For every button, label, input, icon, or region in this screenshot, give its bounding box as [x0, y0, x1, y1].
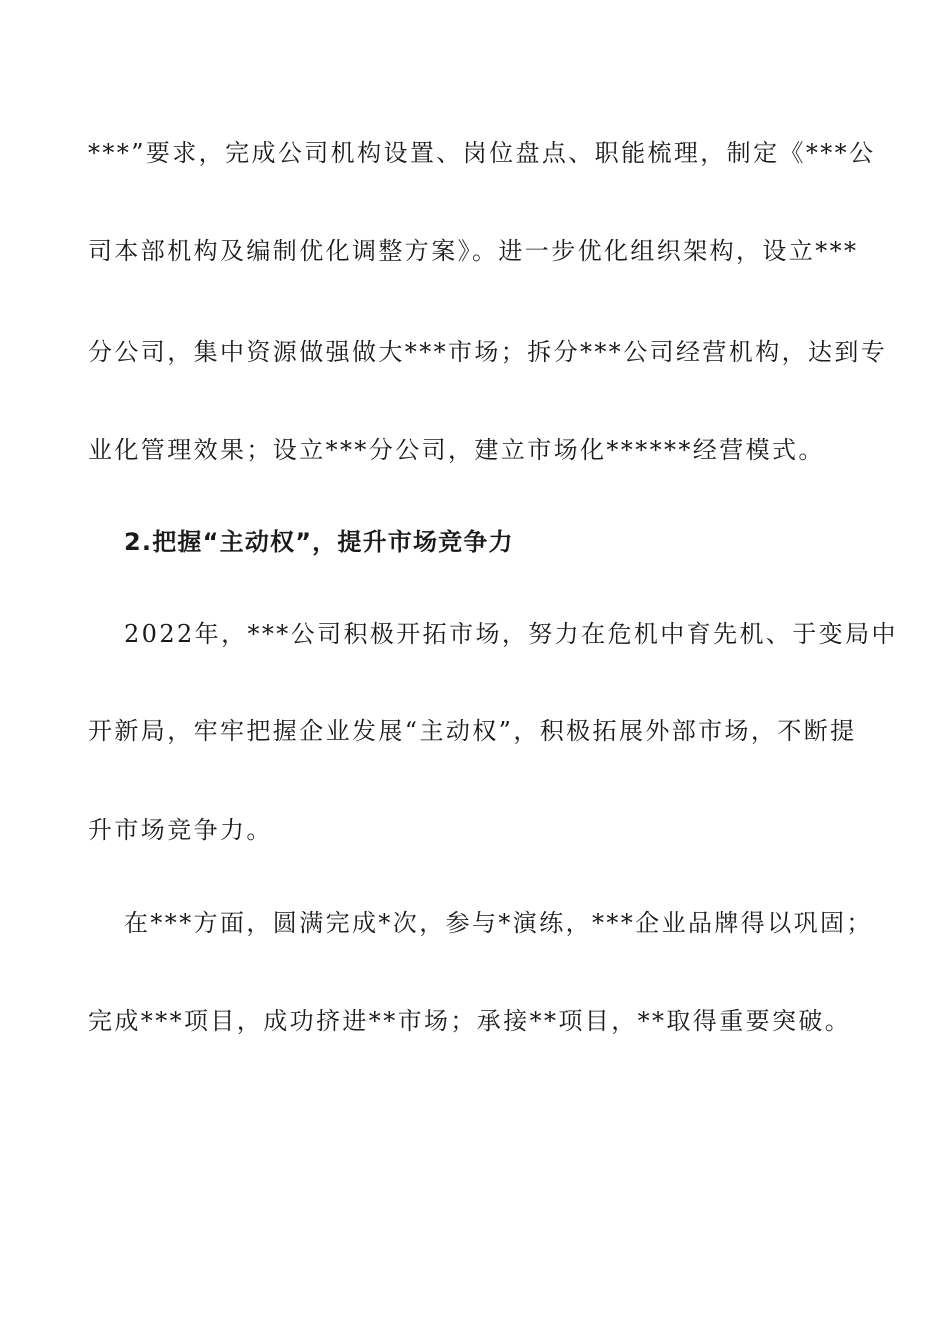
paragraph-line: 完成***项目，成功挤进**市场；承接**项目，**取得重要突破。: [88, 1007, 852, 1035]
paragraph-line: 在***方面，圆满完成*次，参与*演练，***企业品牌得以巩固；: [124, 909, 873, 937]
paragraph-line: 分公司，集中资源做强做大***市场；拆分***公司经营机构，达到专: [88, 338, 888, 366]
section-heading: 2.把握“主动权”，提升市场竞争力: [124, 528, 514, 556]
paragraph-line: 2022年，***公司积极开拓市场，努力在危机中育先机、于变局中: [124, 620, 898, 648]
paragraph-line: ***”要求，完成公司机构设置、岗位盘点、职能梳理，制定《***公: [88, 139, 876, 167]
paragraph-line: 升市场竞争力。: [88, 816, 273, 844]
paragraph-line: 业化管理效果；设立***分公司，建立市场化******经营模式。: [88, 436, 825, 464]
paragraph-line: 司本部机构及编制优化调整方案》。进一步优化组织架构，设立***: [88, 237, 859, 265]
paragraph-line: 开新局，牢牢把握企业发展“主动权”，积极拓展外部市场，不断提: [88, 717, 857, 745]
